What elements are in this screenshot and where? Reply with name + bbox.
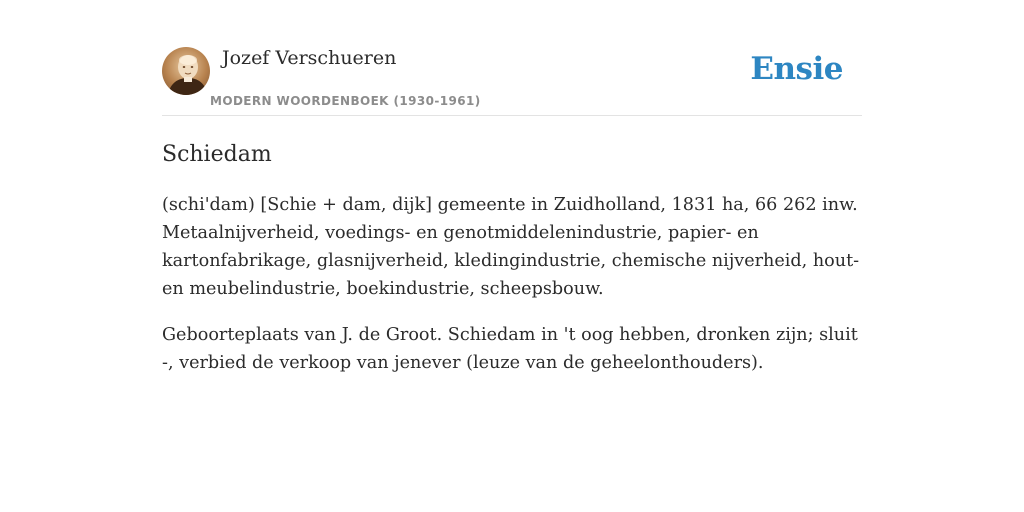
author-avatar[interactable] xyxy=(162,47,210,95)
entry-title: Schiedam xyxy=(162,142,272,167)
brand-logo[interactable]: Ensie xyxy=(750,51,843,87)
portrait-icon xyxy=(162,47,210,95)
entry-paragraph: (schi'dam) [Schie + dam, dijk] gemeente in Zuidholland, 1831 ha, 66 262 inw. Metaalnijverheid, voedings- en genotmiddelenindustrie, papier- en kartonfabrikage, glasnijverheid, kledingindustrie, chemische nijverheid, hout- en meubelindustrie, boekindustrie, scheepsbouw. xyxy=(162,195,860,299)
source-dictionary[interactable]: MODERN WOORDENBOEK (1930-1961) xyxy=(210,94,481,108)
entry-card xyxy=(162,0,862,377)
entry-paragraph: Geboorteplaats van J. de Groot. Schiedam in 't oog hebben, dronken zijn; sluit -, verbied de verkoop van jenever (leuze van de geheelonthouders). xyxy=(162,325,858,373)
author-name[interactable]: Jozef Verschueren xyxy=(222,47,397,69)
entry-header xyxy=(162,0,862,116)
